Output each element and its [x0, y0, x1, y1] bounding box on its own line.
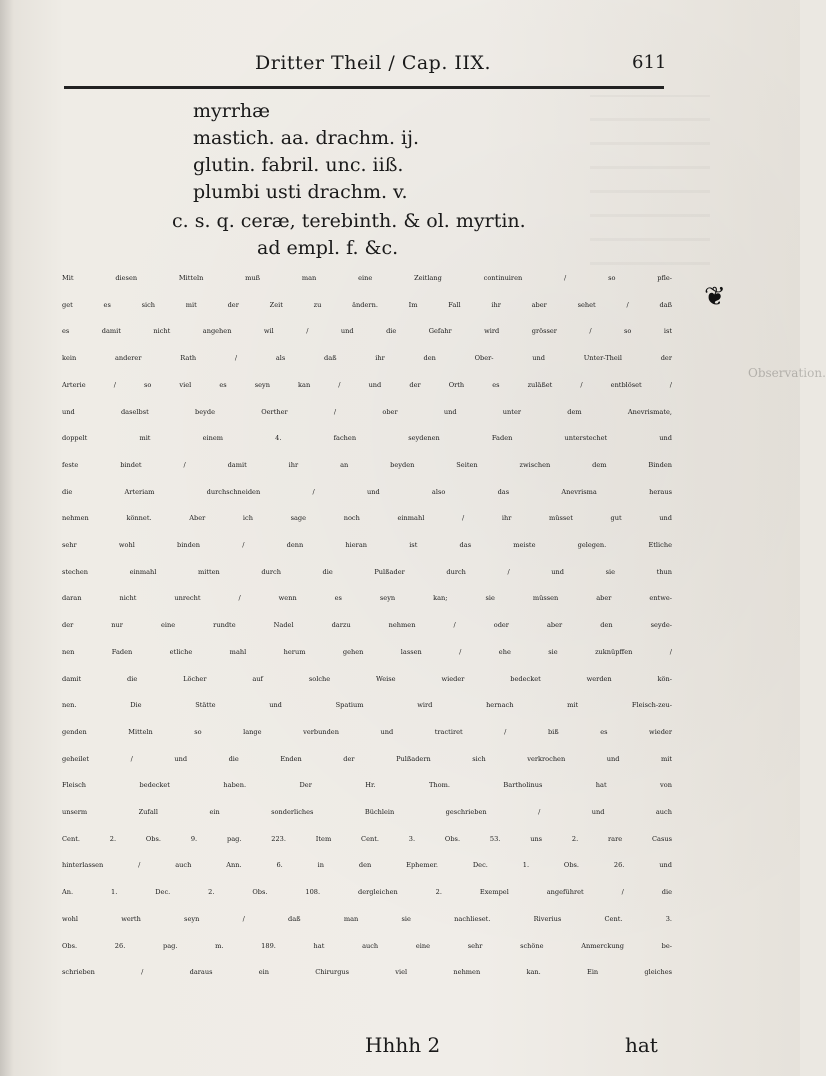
printer-ornament-icon: ❦ — [704, 282, 726, 312]
text-line: Cent. 2. Obs. 9. pag. 223. Item Cent. 3. Obs. 53. uns 2. rare Casus — [62, 834, 672, 843]
text-line: es damit nicht angehen wil / und die Gefahr wird grösser / so ist — [62, 327, 672, 336]
text-line: doppelt mit einem 4. fachen seydenen Faden unterstechet und — [62, 434, 672, 443]
text-line: unserm Zufall ein sonderliches Büchlein geschrieben / und auch — [62, 808, 672, 817]
catchword: hat — [625, 1033, 658, 1057]
recipe-line: ad empl. f. &c. — [257, 237, 399, 259]
show-through-bleed — [590, 95, 710, 265]
text-line: feste bindet / damit ihr an beyden Seiten zwischen dem Binden — [62, 460, 672, 469]
text-line: schrieben / daraus ein Chirurgus viel nehmen kan. Ein gleiches — [62, 968, 672, 977]
signature-mark: Hhhh 2 — [365, 1033, 441, 1057]
recipe-line: plumbi usti drachm. v. — [193, 181, 408, 203]
text-line: und daselbst beyde Oerther / ober und unter dem Anevrismate, — [62, 407, 672, 416]
page-number: 611 — [632, 52, 667, 73]
text-line: nen Faden etliche mahl herum gehen lassen / ehe sie zuknüpffen / — [62, 647, 672, 656]
spine-shadow — [0, 0, 14, 1076]
text-line: genden Mitteln so lange verbunden und tractiret / biß es wieder — [62, 727, 672, 736]
text-line: wohl werth seyn / daß man sie nachlieset. Riverius Cent. 3. — [62, 914, 672, 923]
text-line: stechen einmahl mitten durch die Pulßader durch / und sie thun — [62, 567, 672, 576]
text-line: sehr wohl binden / denn hieran ist das meiste gelegen. Etliche — [62, 541, 672, 550]
text-line: nehmen könnet. Aber ich sage noch einmahl / ihr müsset gut und — [62, 514, 672, 523]
text-line: hinterlassen / auch Ann. 6. in den Ephemer. Dec. 1. Obs. 26. und — [62, 861, 672, 870]
text-line: daran nicht unrecht / wenn es seyn kan; sie müssen aber entwe- — [62, 594, 672, 603]
recipe-line: mastich. aa. drachm. ij. — [193, 127, 420, 149]
header-rule — [64, 86, 664, 89]
recipe-line: c. s. q. ceræ, terebinth. & ol. myrtin. — [172, 210, 526, 232]
running-head: Dritter Theil / Cap. IIX. — [255, 52, 492, 74]
text-line: Fleisch bedecket haben. Der Hr. Thom. Bartholinus hat von — [62, 781, 672, 790]
text-line: kein anderer Rath / als daß ihr den Ober- und Unter-Theil der — [62, 354, 672, 363]
text-line: der nur eine rundte Nadel darzu nehmen / oder aber den seyde- — [62, 621, 672, 630]
text-line: damit die Löcher auf solche Weise wieder bedecket werden kön- — [62, 674, 672, 683]
text-line: get es sich mit der Zeit zu ändern. Im Fall ihr aber sehet / daß — [62, 300, 672, 309]
recipe-line: myrrhæ — [193, 100, 271, 122]
body-text — [62, 265, 672, 986]
text-line: Mit diesen Mitteln muß man eine Zeitlang continuiren / so pfle- — [62, 274, 672, 282]
recipe-line: glutin. fabril. unc. iiß. — [193, 154, 404, 176]
text-line: An. 1. Dec. 2. Obs. 108. dergleichen 2. Exempel angeführet / die — [62, 888, 672, 897]
margin-note: Observation. — [748, 366, 826, 380]
text-line: Obs. 26. pag. m. 189. hat auch eine sehr schöne Anmerckung be- — [62, 941, 672, 950]
text-line: nen. Die Stätte und Spatium wird hernach mit Fleisch-zeu- — [62, 701, 672, 710]
text-line: geheilet / und die Enden der Pulßadern sich verkrochen und mit — [62, 754, 672, 763]
text-line: Arterie / so viel es seyn kan / und der Orth es zuläßet / entblöset / — [62, 380, 672, 389]
text-line: die Arteriam durchschneiden / und also das Anevrisma heraus — [62, 487, 672, 496]
